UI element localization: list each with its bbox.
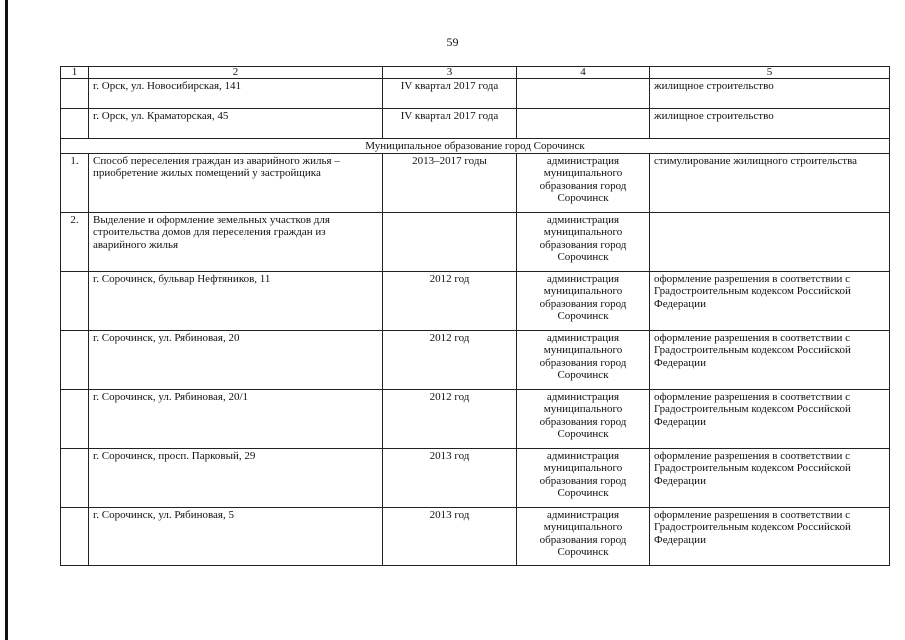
cell-num (61, 389, 89, 448)
cell-num: 2. (61, 212, 89, 271)
cell-result: оформление разрешения в соответствии с Градостроительным кодексом Российской Федерации (650, 389, 890, 448)
cell-result: жилищное строительство (650, 109, 890, 139)
cell-responsible: администрация муниципального образования город Сорочинск (517, 507, 650, 565)
section-row (61, 139, 890, 154)
cell-result: стимулирование жилищного строительства (650, 153, 890, 212)
cell-period: IV квартал 2017 года (383, 79, 517, 109)
table-row (61, 448, 890, 507)
cell-result: оформление разрешения в соответствии с Градостроительным кодексом Российской Федерации (650, 271, 890, 330)
cell-num: 1. (61, 153, 89, 212)
header-col-5: 5 (650, 67, 890, 79)
cell-responsible: администрация муниципального образования город Сорочинск (517, 271, 650, 330)
table-row (61, 212, 890, 271)
cell-name: г. Сорочинск, ул. Рябиновая, 5 (89, 507, 383, 565)
cell-responsible: администрация муниципального образования город Сорочинск (517, 330, 650, 389)
cell-responsible (517, 109, 650, 139)
table-row (61, 153, 890, 212)
header-col-1: 1 (61, 67, 89, 79)
cell-result: жилищное строительство (650, 79, 890, 109)
section-title: Муниципальное образование город Сорочинск (61, 139, 890, 154)
cell-responsible: администрация муниципального образования город Сорочинск (517, 389, 650, 448)
header-row (61, 67, 890, 79)
cell-num (61, 271, 89, 330)
cell-num (61, 507, 89, 565)
cell-responsible (517, 79, 650, 109)
left-margin-rule (5, 0, 8, 640)
cell-period: 2013 год (383, 507, 517, 565)
cell-result: оформление разрешения в соответствии с Градостроительным кодексом Российской Федерации (650, 507, 890, 565)
cell-period: 2012 год (383, 389, 517, 448)
table-row (61, 507, 890, 565)
cell-result: оформление разрешения в соответствии с Градостроительным кодексом Российской Федерации (650, 448, 890, 507)
cell-result (650, 212, 890, 271)
header-col-4: 4 (517, 67, 650, 79)
cell-name: г. Сорочинск, просп. Парковый, 29 (89, 448, 383, 507)
table-row (61, 79, 890, 109)
table-row (61, 389, 890, 448)
measures-table (60, 66, 890, 566)
header-col-2: 2 (89, 67, 383, 79)
cell-name: г. Орск, ул. Новосибирская, 141 (89, 79, 383, 109)
header-col-3: 3 (383, 67, 517, 79)
table-row (61, 109, 890, 139)
page-number: 59 (446, 35, 459, 49)
cell-num (61, 330, 89, 389)
cell-name: г. Сорочинск, ул. Рябиновая, 20/1 (89, 389, 383, 448)
table-row (61, 330, 890, 389)
cell-period (383, 212, 517, 271)
cell-name: Выделение и оформление земельных участков для строительства домов для переселения граждан из аварийного жилья (89, 212, 383, 271)
cell-name: г. Орск, ул. Краматорская, 45 (89, 109, 383, 139)
cell-num (61, 79, 89, 109)
cell-num (61, 448, 89, 507)
cell-responsible: администрация муниципального образования город Сорочинск (517, 448, 650, 507)
table-row (61, 271, 890, 330)
cell-period: 2013–2017 годы (383, 153, 517, 212)
cell-period: 2012 год (383, 271, 517, 330)
cell-period: 2013 год (383, 448, 517, 507)
cell-result: оформление разрешения в соответствии с Градостроительным кодексом Российской Федерации (650, 330, 890, 389)
cell-period: 2012 год (383, 330, 517, 389)
cell-name: г. Сорочинск, ул. Рябиновая, 20 (89, 330, 383, 389)
cell-responsible: администрация муниципального образования город Сорочинск (517, 153, 650, 212)
cell-name: г. Сорочинск, бульвар Нефтяников, 11 (89, 271, 383, 330)
cell-name: Способ переселения граждан из аварийного жилья – приобретение жилых помещений у застройщика (89, 153, 383, 212)
cell-num (61, 109, 89, 139)
cell-period: IV квартал 2017 года (383, 109, 517, 139)
cell-responsible: администрация муниципального образования город Сорочинск (517, 212, 650, 271)
